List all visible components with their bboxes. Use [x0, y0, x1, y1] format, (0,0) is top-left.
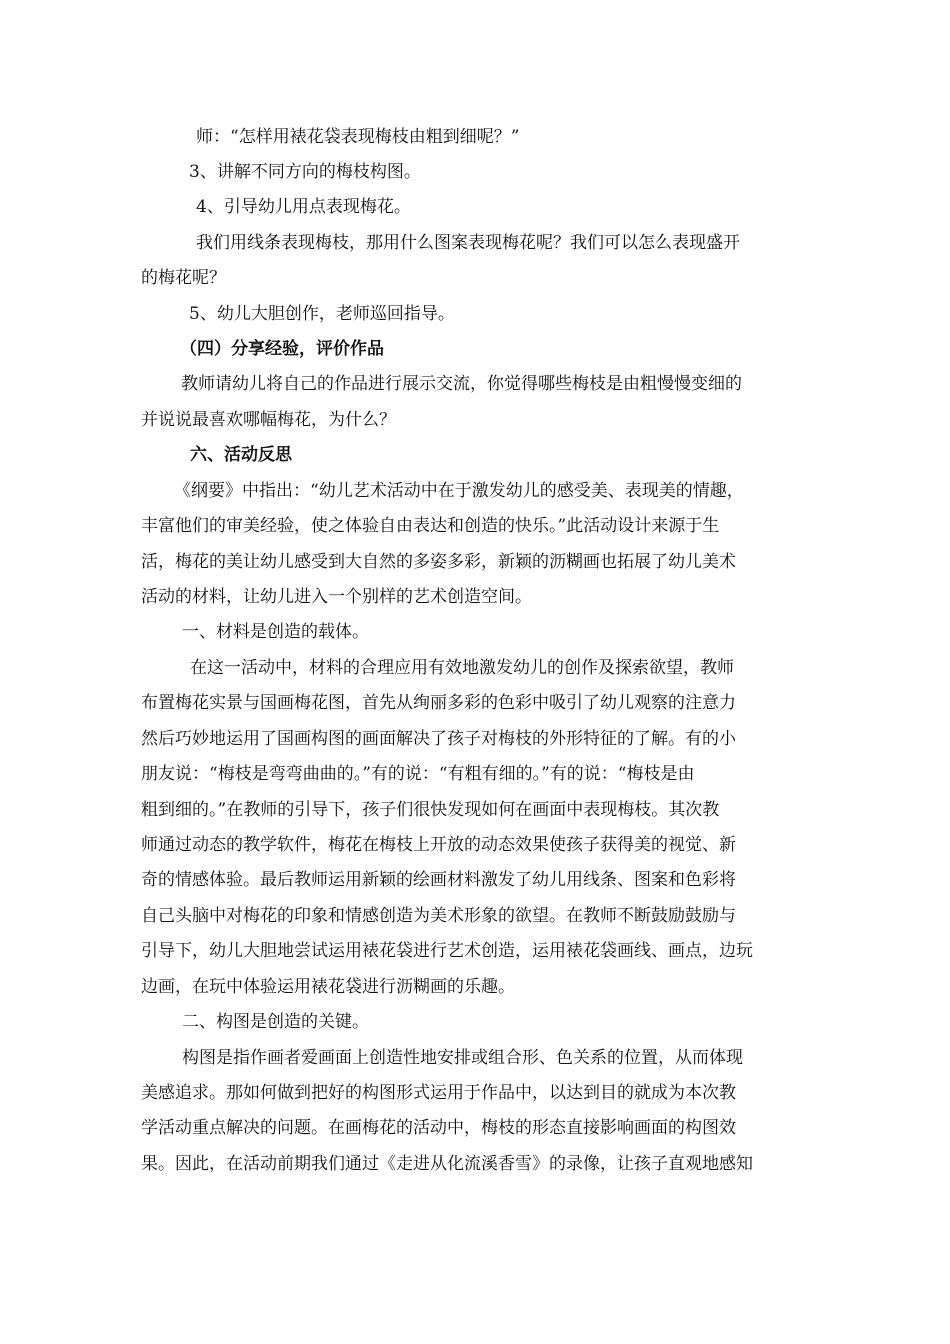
text-line: 3、讲解不同方向的梅枝构图。 — [189, 162, 421, 182]
text-line: 师通过动态的教学软件，梅花在梅枝上开放的动态效果使孩子获得美的视觉、新 — [141, 835, 736, 855]
text-line: 二、构图是创造的关键。 — [182, 1012, 369, 1032]
text-line: 一、材料是创造的载体。 — [182, 622, 369, 642]
text-line: 活动的材料，让幼儿进入一个别样的艺术创造空间。 — [141, 587, 532, 607]
text-line: 布置梅花实景与国画梅花图，首先从绚丽多彩的色彩中吸引了幼儿观察的注意力 — [141, 693, 736, 713]
section-heading: 六、活动反思 — [190, 445, 292, 465]
text-line: 边画，在玩中体验运用裱花袋进行沥糊画的乐趣。 — [141, 977, 515, 997]
text-line: 教师请幼儿将自己的作品进行展示交流，你觉得哪些梅枝是由粗慢慢变细的 — [181, 374, 742, 394]
text-line: 5、幼儿大胆创作，老师巡回指导。 — [189, 304, 455, 324]
text-line: 引导下，幼儿大胆地尝试运用裱花袋进行艺术创造，运用裱花袋画线、画点，边玩 — [141, 941, 753, 961]
text-line: 我们用线条表现梅枝，那用什么图案表现梅花呢？我们可以怎么表现盛开 — [196, 233, 740, 253]
text-line: 4、引导幼儿用点表现梅花。 — [196, 197, 411, 217]
text-line: 自己头脑中对梅花的印象和情感创造为美术形象的欲望。在教师不断鼓励鼓励与 — [141, 906, 736, 926]
text-line: 粗到细的。”在教师的引导下，孩子们很快发现如何在画面中表现梅枝。其次教 — [141, 800, 720, 820]
text-line: 然后巧妙地运用了国画构图的画面解决了孩子对梅枝的外形特征的了解。有的小 — [141, 729, 736, 749]
text-line: 丰富他们的审美经验，使之体验自由表达和创造的快乐。”此活动设计来源于生 — [141, 516, 720, 536]
text-line: 师：“怎样用裱花袋表现梅枝由粗到细呢？” — [196, 127, 520, 147]
text-line: 学活动重点解决的问题。在画梅花的活动中，梅枝的形态直接影响画面的构图效 — [141, 1118, 736, 1138]
text-line: 果。因此，在活动前期我们通过《走进从化流溪香雪》的录像，让孩子直观地感知 — [141, 1154, 753, 1174]
text-line: 《纲要》中指出：“幼儿艺术活动中在于激发幼儿的感受美、表现美的情趣， — [174, 481, 744, 501]
text-line: 朋友说：“梅枝是弯弯曲曲的。”有的说：“有粗有细的。”有的说：“梅枝是由 — [141, 764, 695, 784]
text-line: 奇的情感体验。最后教师运用新颖的绘画材料激发了幼儿用线条、图案和色彩将 — [141, 870, 736, 890]
section-heading: （四）分享经验，评价作品 — [180, 339, 384, 359]
text-line: 并说说最喜欢哪幅梅花，为什么？ — [141, 410, 396, 430]
text-line: 活，梅花的美让幼儿感受到大自然的多姿多彩，新颖的沥糊画也拓展了幼儿美术 — [141, 552, 736, 572]
text-line: 的梅花呢？ — [141, 268, 226, 288]
text-line: 在这一活动中，材料的合理应用有效地激发幼儿的创作及探索欲望，教师 — [190, 658, 734, 678]
text-line: 美感追求。那如何做到把好的构图形式运用于作品中，以达到目的就成为本次教 — [141, 1083, 736, 1103]
text-line: 构图是指作画者爱画面上创造性地安排或组合形、色关系的位置，从而体现 — [182, 1048, 743, 1068]
